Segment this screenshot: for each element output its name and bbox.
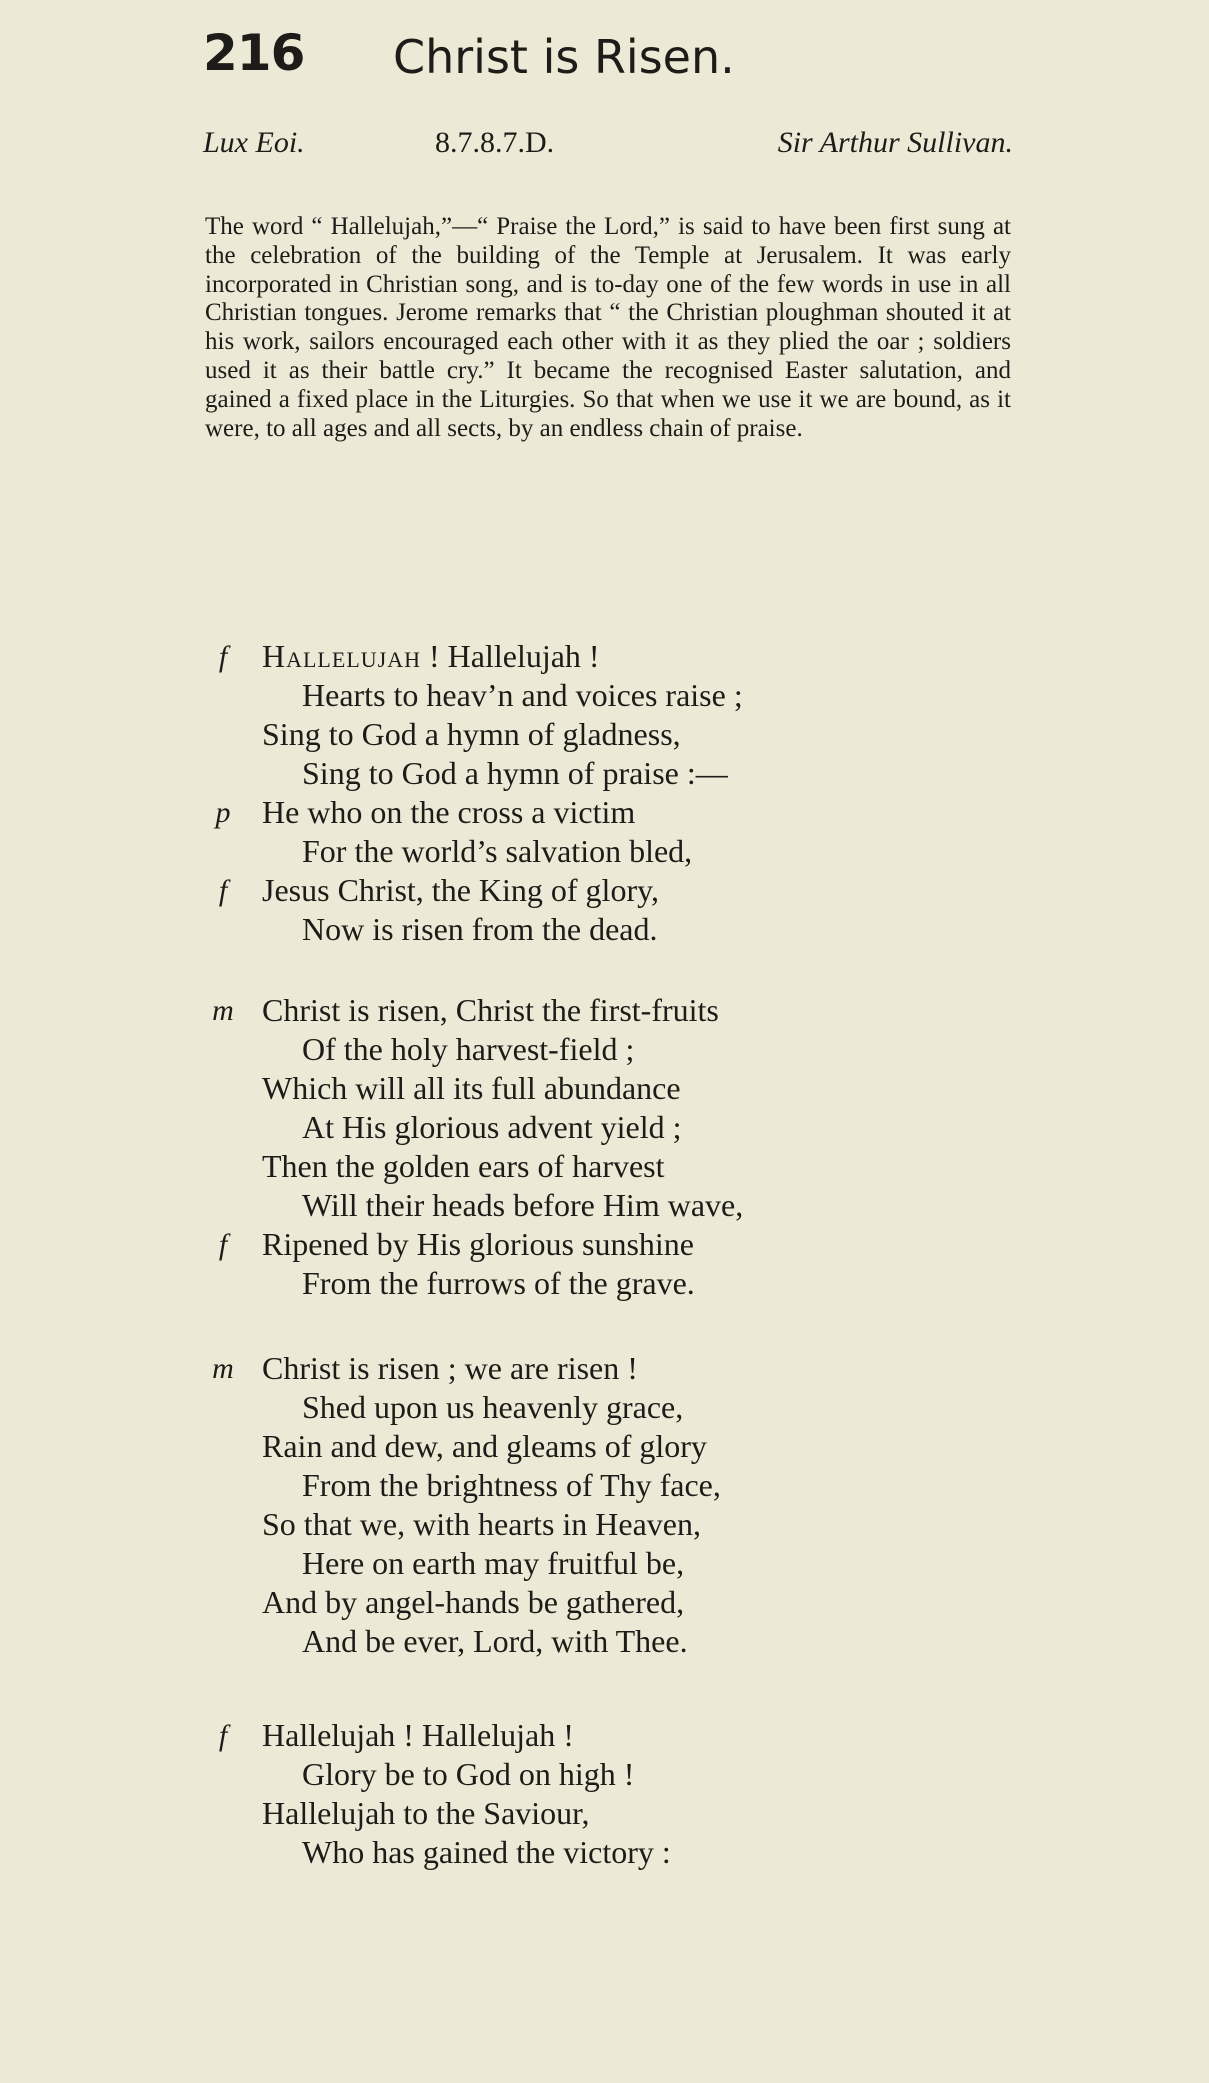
verse-line-text: Jesus Christ, the King of glory, — [262, 872, 660, 908]
verse-line — [205, 1186, 1005, 1225]
verse-lead-word: Hallelujah — [262, 638, 421, 674]
verse-line-text: Then the golden ears of harvest — [262, 1148, 665, 1184]
verse-line-text: Christ is risen ; we are risen ! — [262, 1350, 638, 1386]
dynamic-mark: f — [218, 874, 228, 907]
verse-line — [205, 1225, 1005, 1264]
verse-line — [205, 1755, 1005, 1794]
tune-meter: 8.7.8.7.D. — [435, 126, 555, 159]
verse-line — [205, 1108, 1005, 1147]
page-header — [203, 24, 1103, 94]
tune-name: Lux Eoi. — [203, 126, 305, 159]
verse-line-text: Hearts to heav’n and voices raise ; — [302, 677, 743, 713]
page-number: 216 — [203, 24, 305, 82]
verse-line — [205, 910, 1005, 949]
stanza-4 — [205, 1716, 1005, 1872]
verse-line-text: Hallelujah to the Saviour, — [262, 1795, 590, 1831]
verse-line — [205, 1716, 1005, 1755]
verse-line-text: Now is risen from the dead. — [302, 911, 658, 947]
dynamic-mark: m — [212, 994, 234, 1027]
verse-line-text — [262, 637, 600, 676]
verse-line — [205, 793, 1005, 832]
verse-line — [205, 1505, 1005, 1544]
verse-line-text: Sing to God a hymn of praise :— — [302, 755, 728, 791]
dynamic-mark: f — [218, 1228, 228, 1261]
dynamic-mark: p — [215, 796, 231, 829]
verse-line-text: Christ is risen, Christ the first-fruits — [262, 992, 719, 1028]
tune-info — [203, 126, 1013, 170]
hymn-title: Christ is Risen. — [393, 30, 735, 84]
verse-line-rest: ! Hallelujah ! — [420, 638, 600, 674]
verse-line-text: For the world’s salvation bled, — [302, 833, 693, 869]
verse-line-text: And be ever, Lord, with Thee. — [302, 1623, 688, 1659]
dynamic-mark: f — [218, 640, 228, 673]
verse-line — [205, 1583, 1005, 1622]
intro-paragraph: The word “ Hallelujah,”—“ Praise the Lord,” is said to have been first sung at the celebration of the building of the Temple at Jerusalem. It was early incorporated in Christian song, and is to-day one of the few words in use in all Christian tongues. Jerome remarks that “ the Christian ploughman shouted it at his work, sailors encouraged each other with it as they plied the oar ; soldiers used it as their battle cry.” It became the recognised Easter salutation, and gained a fixed place in the Liturgies. So that when we use it we are bound, as it were, to all ages and all sects, by an endless chain of praise. — [205, 213, 1011, 442]
verse-line-text: Ripened by His glorious sunshine — [262, 1226, 694, 1262]
verse-line — [205, 832, 1005, 871]
verse-line — [205, 871, 1005, 910]
verse-line-text: At His glorious advent yield ; — [302, 1109, 682, 1145]
verse-line-text: So that we, with hearts in Heaven, — [262, 1506, 701, 1542]
verse-line-text: Hallelujah ! Hallelujah ! — [262, 1717, 574, 1753]
verse-line — [205, 1544, 1005, 1583]
dynamic-mark: m — [212, 1352, 234, 1385]
verse-line-text: He who on the cross a victim — [262, 794, 636, 830]
verse-line — [205, 676, 1005, 715]
verse-line-text: And by angel-hands be gathered, — [262, 1584, 685, 1620]
verse-line-text: Will their heads before Him wave, — [302, 1187, 744, 1223]
verse-line-text: Here on earth may fruitful be, — [302, 1545, 685, 1581]
verse-line — [205, 1147, 1005, 1186]
verse-line-text: Of the holy harvest-field ; — [302, 1031, 635, 1067]
verse-line-text: From the furrows of the grave. — [302, 1265, 695, 1301]
dynamic-mark: f — [218, 1719, 228, 1752]
verse-line-text: Shed upon us heavenly grace, — [302, 1389, 684, 1425]
verse-line-text: Glory be to God on high ! — [302, 1756, 635, 1792]
verse-line — [205, 637, 1005, 676]
verse-line — [205, 1794, 1005, 1833]
stanza-3 — [205, 1349, 1005, 1661]
verse-line — [205, 991, 1005, 1030]
verse-line — [205, 1833, 1005, 1872]
verse-line — [205, 1349, 1005, 1388]
verse-line — [205, 715, 1005, 754]
verse-line — [205, 1427, 1005, 1466]
verse-line — [205, 1466, 1005, 1505]
tune-composer: Sir Arthur Sullivan. — [777, 126, 1013, 159]
stanza-1 — [205, 637, 1005, 949]
verse-line-text: Rain and dew, and gleams of glory — [262, 1428, 707, 1464]
stanza-2 — [205, 991, 1005, 1303]
verse-line — [205, 754, 1005, 793]
verse-line — [205, 1622, 1005, 1661]
verse-line — [205, 1030, 1005, 1069]
verse-line — [205, 1264, 1005, 1303]
verse-line-text: From the brightness of Thy face, — [302, 1467, 721, 1503]
verse-line — [205, 1069, 1005, 1108]
verse-line-text: Sing to God a hymn of gladness, — [262, 716, 681, 752]
verse-line — [205, 1388, 1005, 1427]
verse-line-text: Which will all its full abundance — [262, 1070, 681, 1106]
verse-line-text: Who has gained the victory : — [302, 1834, 671, 1870]
